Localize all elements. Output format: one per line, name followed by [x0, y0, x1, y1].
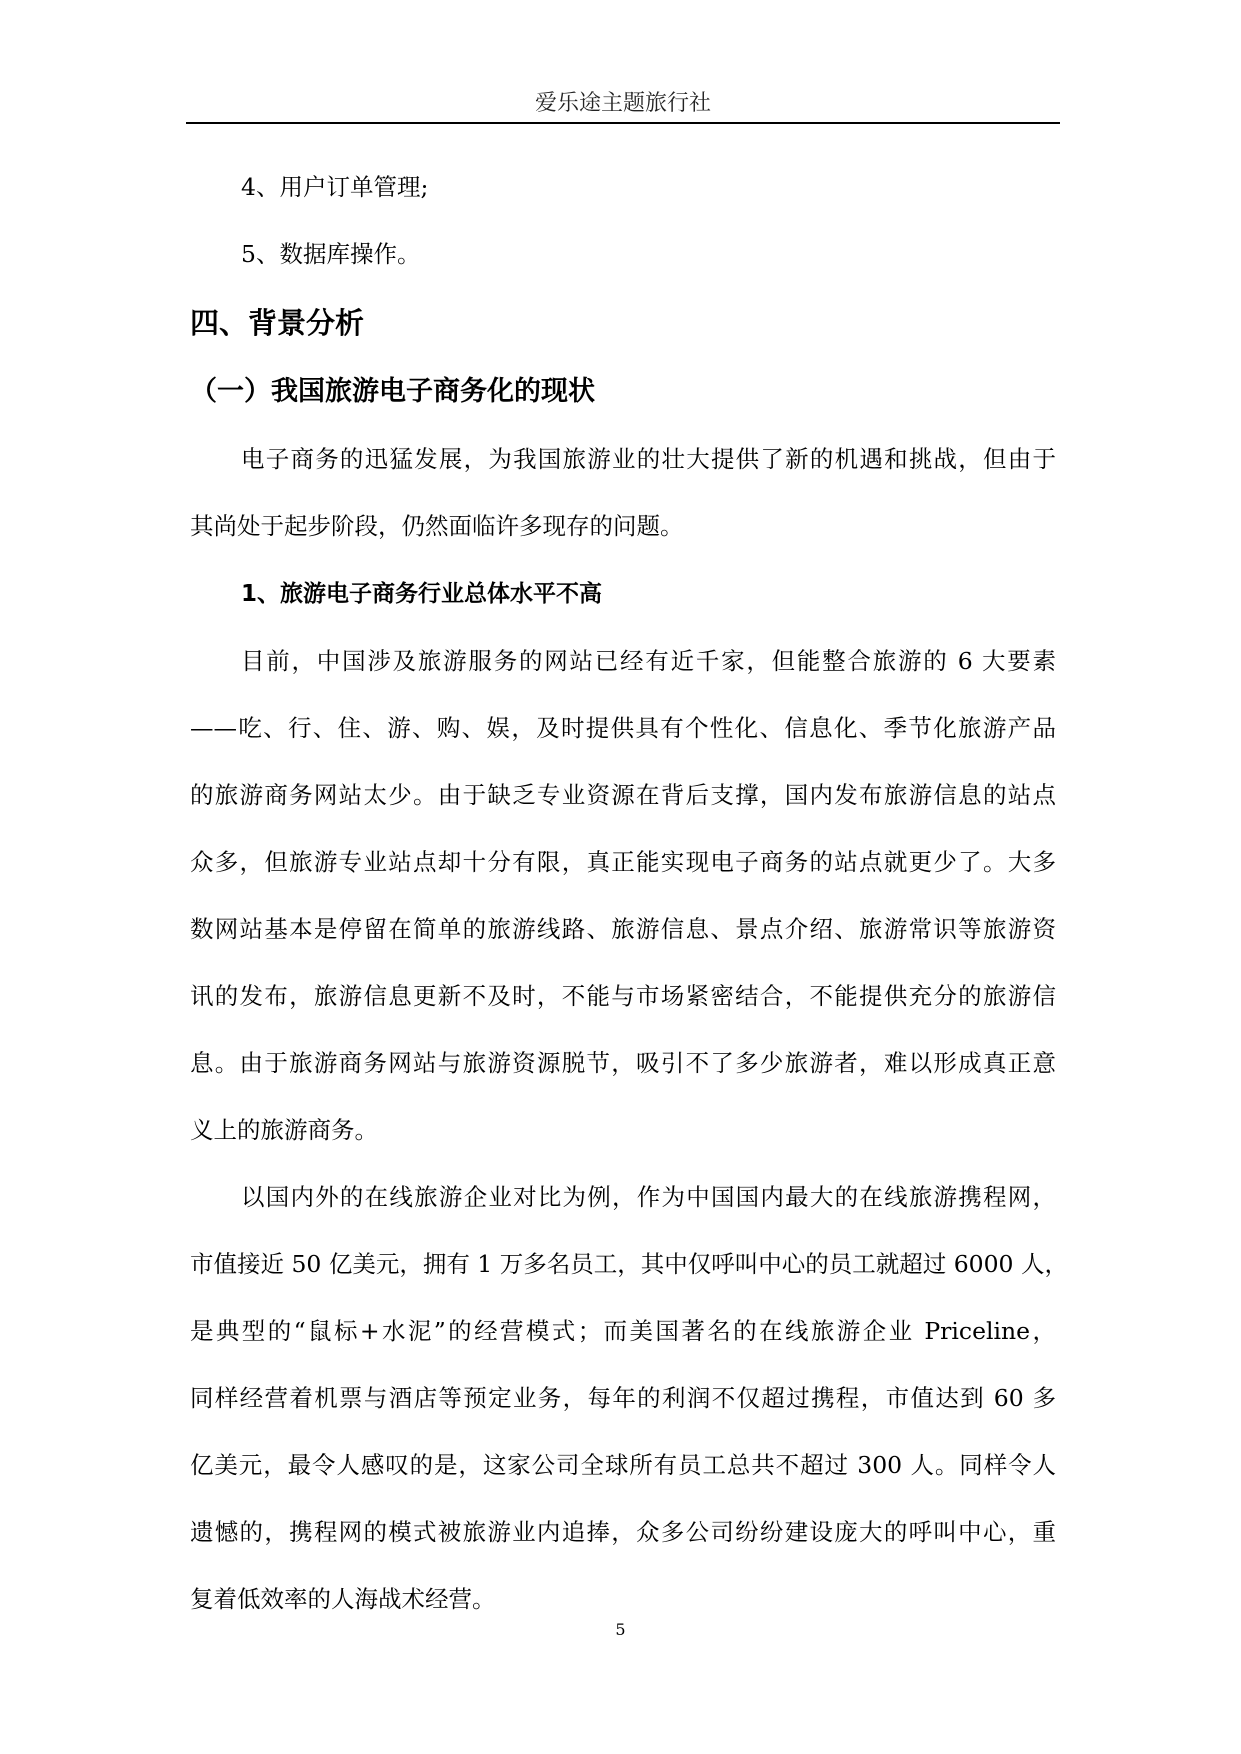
- paragraph-line: ——吃、行、住、游、购、娱，及时提供具有个性化、信息化、季节化旅游产品: [190, 714, 1056, 742]
- point-heading: 1、旅游电子商务行业总体水平不高: [241, 581, 603, 607]
- paragraph-line: 同样经营着机票与酒店等预定业务，每年的利润不仅超过携程，市值达到 60 多: [190, 1384, 1056, 1412]
- paragraph-line: 众多，但旅游专业站点却十分有限，真正能实现电子商务的站点就更少了。大多: [190, 848, 1056, 876]
- paragraph-line: 数网站基本是停留在简单的旅游线路、旅游信息、景点介绍、旅游常识等旅游资: [190, 915, 1056, 943]
- paragraph-line: 息。由于旅游商务网站与旅游资源脱节，吸引不了多少旅游者，难以形成真正意: [190, 1049, 1056, 1077]
- subsection-heading: （一）我国旅游电子商务化的现状: [190, 376, 595, 407]
- paragraph-line: 亿美元，最令人感叹的是，这家公司全球所有员工总共不超过 300 人。同样令人: [190, 1451, 1056, 1479]
- paragraph-line: 电子商务的迅猛发展，为我国旅游业的壮大提供了新的机遇和挑战，但由于: [241, 445, 1056, 473]
- page-header: 爱乐途主题旅行社: [186, 86, 1060, 124]
- document-body: [190, 154, 1068, 1633]
- paragraph-line: 遗憾的，携程网的模式被旅游业内追捧，众多公司纷纷建设庞大的呼叫中心，重: [190, 1518, 1056, 1546]
- paragraph-line: 是典型的“鼠标+水泥”的经营模式；而美国著名的在线旅游企业 Priceline，: [190, 1317, 1056, 1345]
- paragraph-line: 市值接近 50 亿美元，拥有 1 万多名员工，其中仅呼叫中心的员工就超过 6000 人，: [190, 1250, 1068, 1278]
- section-heading: 四、背景分析: [190, 306, 365, 340]
- paragraph-line: 复着低效率的人海战术经营。: [190, 1585, 496, 1613]
- paragraph-line: 义上的旅游商务。: [190, 1116, 378, 1144]
- list-item: 5、数据库操作。: [241, 240, 421, 268]
- paragraph-line: 讯的发布，旅游信息更新不及时，不能与市场紧密结合，不能提供充分的旅游信: [190, 982, 1056, 1010]
- paragraph-line: 目前，中国涉及旅游服务的网站已经有近千家，但能整合旅游的 6 大要素: [241, 647, 1056, 675]
- page-number: 5: [615, 1620, 626, 1639]
- paragraph-line: 以国内外的在线旅游企业对比为例，作为中国国内最大的在线旅游携程网，: [241, 1183, 1056, 1211]
- paragraph-line: 其尚处于起步阶段，仍然面临许多现存的问题。: [190, 512, 684, 540]
- list-item: 4、用户订单管理;: [241, 173, 429, 201]
- paragraph-line: 的旅游商务网站太少。由于缺乏专业资源在背后支撑，国内发布旅游信息的站点: [190, 781, 1056, 809]
